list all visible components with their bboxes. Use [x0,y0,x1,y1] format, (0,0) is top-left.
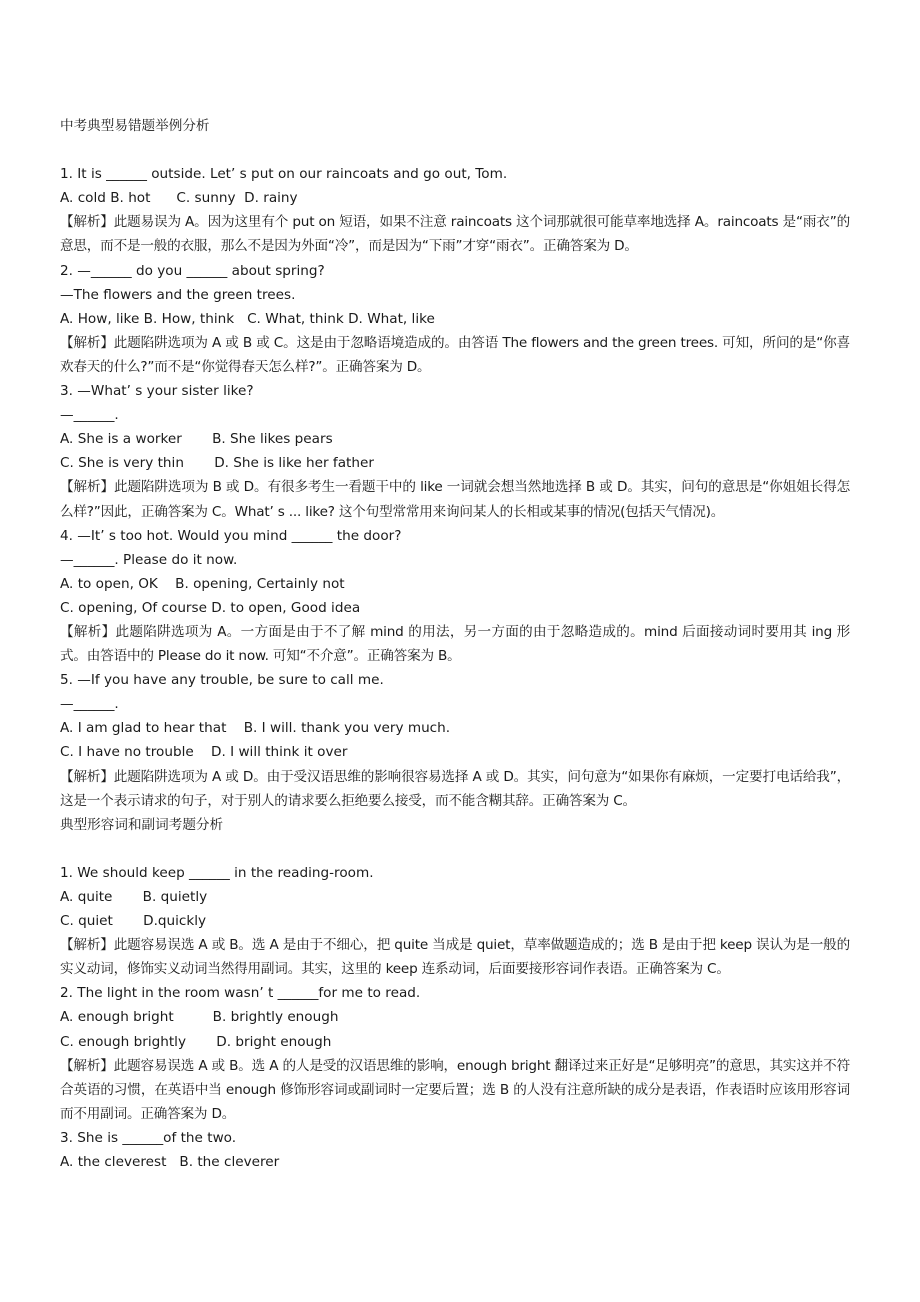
question-stem: 4. —It’ s too hot. Would you mind ______ the door? [60,527,402,544]
section-title: 典型形容词和副词考题分析 [60,816,224,833]
question-options: A. enough bright B. brightly enough [60,1009,339,1026]
question-block [60,379,850,524]
question-options: C. enough brightly D. bright enough [60,1033,332,1050]
question-options: A. the cleverest B. the cleverer [60,1154,280,1171]
question-stem: 2. The light in the room wasn’ t ______for me to read. [60,985,421,1002]
spacer [60,138,850,162]
question-options: A. She is a worker B. She likes pears [60,431,333,448]
question-analysis: 【解析】此题陷阱选项为 A 或 B 或 C。这是由于忽略语境造成的。由答语 The flowers and the green trees. 可知，所问的是“你喜欢春天的什么?”而不是“你觉得春天怎么样?”。正确答案为 D。 [60,334,850,375]
question-options: C. opening, Of course D. to open, Good idea [60,599,361,616]
question-options: A. to open, OK B. opening, Certainly not [60,575,345,592]
question-stem: 5. —If you have any trouble, be sure to call me. [60,672,384,689]
question-response: —______. Please do it now. [60,551,238,568]
question-block [60,162,850,258]
question-options: C. quiet D.quickly [60,913,207,930]
question-block [60,981,850,1126]
question-options: A. How, like B. How, think C. What, think D. What, like [60,310,435,327]
question-stem: 2. —______ do you ______ about spring? [60,262,325,279]
question-stem: 3. She is ______of the two. [60,1129,237,1146]
question-options: C. I have no trouble D. I will think it over [60,744,348,761]
question-block [60,1126,850,1174]
question-response: —______. [60,696,119,713]
question-analysis: 【解析】此题容易误选 A 或 B。选 A 的人是受的汉语思维的影响，enough bright 翻译过来正好是“足够明亮”的意思，其实这并不符合英语的习惯，在英语中当 enough 修饰形容词或副词时一定要后置；选 B 的人没有注意所缺的成分是表语，作表语时应该用形容词而不用副词。正确答案为 D。 [60,1057,850,1122]
question-analysis: 【解析】此题容易误选 A 或 B。选 A 是由于不细心，把 quite 当成是 quiet，草率做题造成的；选 B 是由于把 keep 误认为是一般的实义动词，修饰实义动词当然得用副词。其实，这里的 keep 连系动词，后面要接形容词作表语。正确答案为 C。 [60,937,850,978]
question-response: —______. [60,407,119,424]
spacer [60,837,850,861]
question-options: A. quite B. quietly [60,889,208,905]
document-page [60,114,850,1174]
section-title: 中考典型易错题举例分析 [60,118,210,134]
question-block [60,668,850,813]
question-block [60,259,850,379]
question-block [60,524,850,669]
question-analysis: 【解析】此题陷阱选项为 B 或 D。有很多考生一看题干中的 like 一词就会想当然地选择 B 或 D。其实，问句的意思是“你姐姐长得怎么样?”因此，正确答案为 C。What’ s ... like? 这个句型常常用来询问某人的长相或某事的情况(包括天气情况)。 [60,479,850,520]
question-options: A. cold B. hot C. sunny D. rainy [60,190,298,207]
question-analysis: 【解析】此题陷阱选项为 A 或 D。由于受汉语思维的影响很容易选择 A 或 D。其实，问句意为“如果你有麻烦，一定要打电话给我”，这是一个表示请求的句子，对于别人的请求要么拒绝要么接受，而不能含糊其辞。正确答案为 C。 [60,768,850,809]
question-stem: 3. —What’ s your sister like? [60,383,254,400]
question-response: —The flowers and the green trees. [60,286,296,303]
question-analysis: 【解析】此题易误为 A。因为这里有个 put on 短语，如果不注意 raincoats 这个词那就很可能草率地选择 A。raincoats 是“雨衣”的意思，而不是一般的衣服，那么不是因为外面“冷”，而是因为“下雨”才穿“雨衣”。正确答案为 D。 [60,214,850,255]
question-stem: 1. We should keep ______ in the reading-room. [60,864,374,881]
question-analysis: 【解析】此题陷阱选项为 A。一方面是由于不了解 mind 的用法，另一方面的由于忽略造成的。mind 后面接动词时要用其 ing 形式。由答语中的 Please do it now. 可知“不介意”。正确答案为 B。 [60,623,850,665]
question-block [60,861,850,981]
question-options: A. I am glad to hear that B. I will. thank you very much. [60,720,451,737]
question-options: C. She is very thin D. She is like her father [60,455,374,472]
question-stem: 1. It is ______ outside. Let’ s put on our raincoats and go out, Tom. [60,166,508,183]
